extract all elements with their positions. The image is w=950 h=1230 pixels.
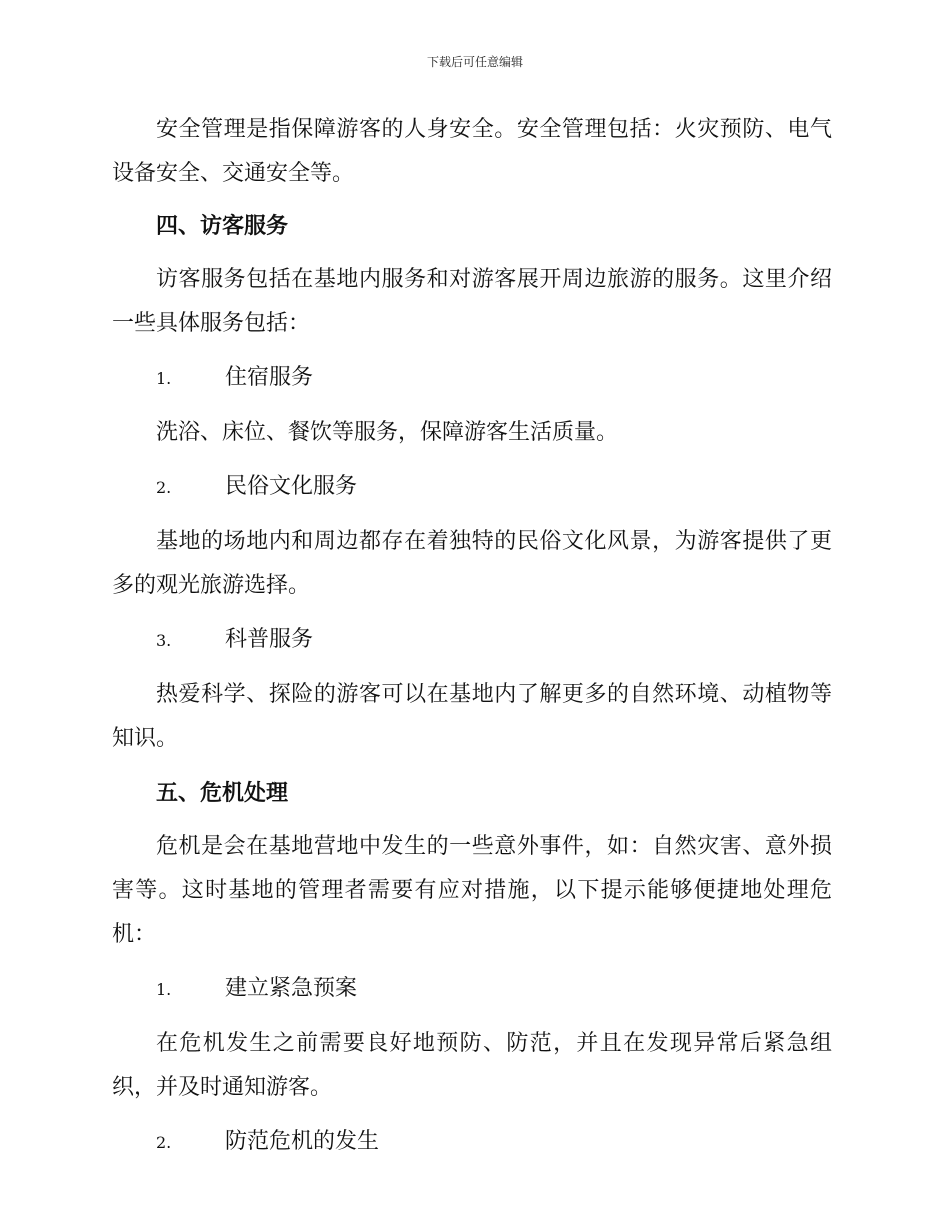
section-heading-visitor-service: 四、访客服务 bbox=[156, 213, 289, 239]
page-header: 下载后可任意编辑 bbox=[426, 55, 523, 69]
paragraph-science: 热爱科学、探险的游客可以在基地内了解更多的自然环境、动植物等知识。 bbox=[112, 682, 832, 751]
list-item-crisis-prevention bbox=[112, 1120, 832, 1165]
list-label: 建立紧急预案 bbox=[225, 976, 358, 1001]
paragraph-emergency-plan: 在危机发生之前需要良好地预防、防范，并且在发现异常后紧急组织，并及时通知游客。 bbox=[112, 1031, 832, 1100]
list-item-accommodation bbox=[112, 356, 832, 401]
list-item-emergency-plan bbox=[112, 967, 832, 1012]
section-heading-crisis: 五、危机处理 bbox=[156, 780, 289, 806]
list-number: 1. bbox=[156, 369, 172, 388]
list-number: 1. bbox=[156, 980, 172, 999]
list-label: 科普服务 bbox=[225, 627, 314, 652]
list-item-folk-culture bbox=[112, 465, 832, 510]
paragraph-crisis-intro: 危机是会在基地营地中发生的一些意外事件，如：自然灾害、意外损害等。这时基地的管理者需要有应对措施，以下提示能够便捷地处理危机： bbox=[112, 834, 832, 947]
list-label: 住宿服务 bbox=[225, 365, 314, 390]
list-number: 2. bbox=[156, 478, 172, 497]
list-label: 民俗文化服务 bbox=[225, 474, 358, 499]
list-number: 2. bbox=[156, 1133, 172, 1152]
list-item-science bbox=[112, 618, 832, 663]
paragraph-visitor-service-intro: 访客服务包括在基地内服务和对游客展开周边旅游的服务。这里介绍一些具体服务包括： bbox=[112, 267, 832, 336]
paragraph-safety-management: 安全管理是指保障游客的人身安全。安全管理包括：火灾预防、电气设备安全、交通安全等。 bbox=[112, 117, 832, 186]
list-label: 防范危机的发生 bbox=[225, 1129, 380, 1154]
document-body bbox=[112, 108, 832, 1165]
paragraph-accommodation: 洗浴、床位、餐饮等服务，保障游客生活质量。 bbox=[156, 420, 619, 445]
list-number: 3. bbox=[156, 631, 172, 650]
paragraph-folk-culture: 基地的场地内和周边都存在着独特的民俗文化风景，为游客提供了更多的观光旅游选择。 bbox=[112, 529, 832, 598]
